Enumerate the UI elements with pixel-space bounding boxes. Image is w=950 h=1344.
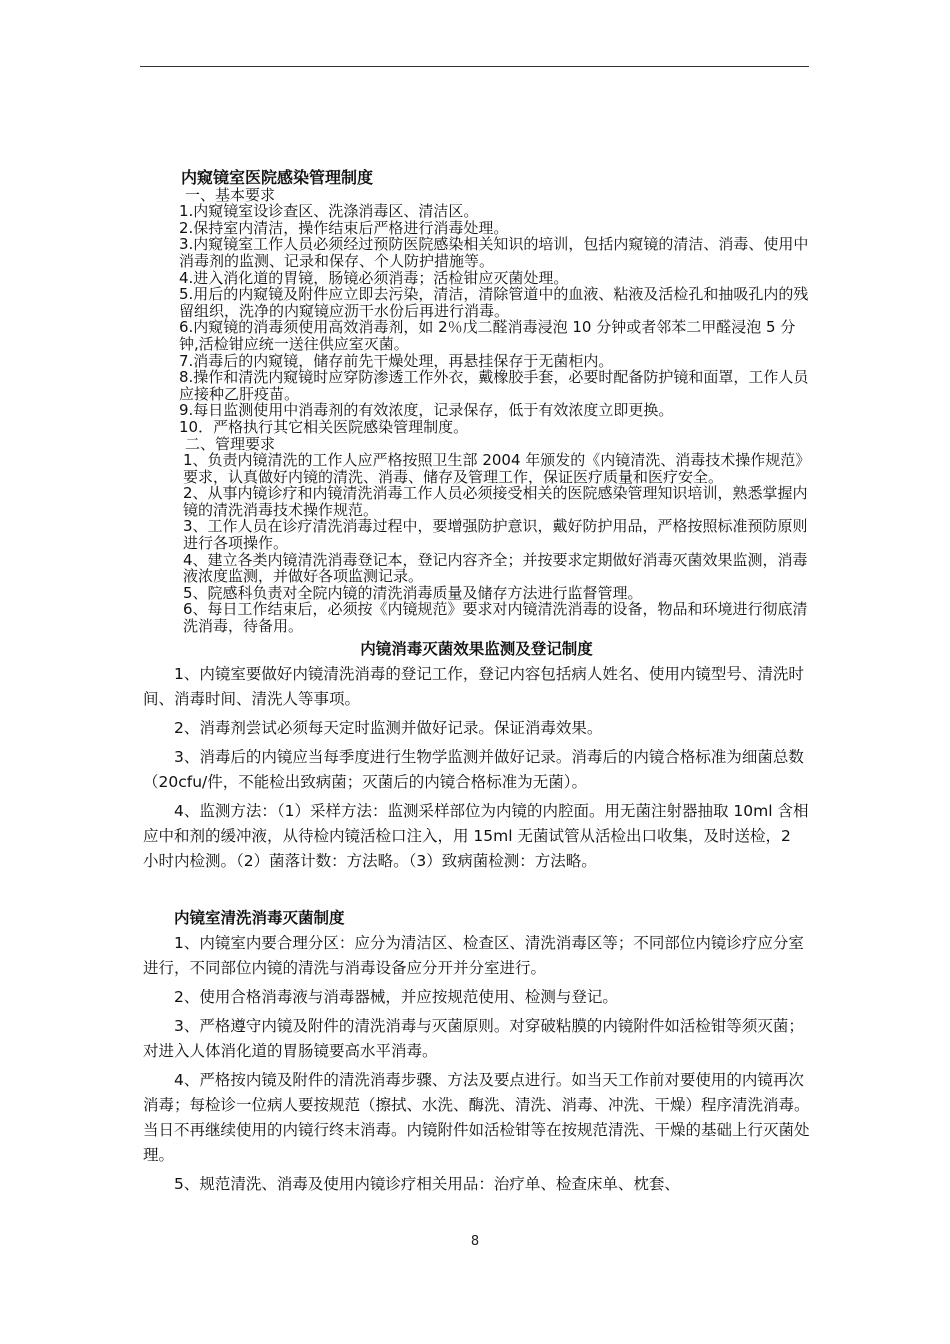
paragraph: 6、每日工作结束后，必须按《内镜规范》要求对内镜清洗消毒的设备，物品和环境进行彻底清洗消毒，待备用。 (183, 600, 808, 636)
subheading-basic-requirements: 一、基本要求 (185, 185, 276, 204)
section-title: 内镜室清洗消毒灭菌制度 (174, 908, 345, 927)
paragraph: 5.用后的内窥镜及附件应立即去污染，清洁，清除管道中的血液、粘液及活检孔和抽吸孔内的残留组织，洗净的内窥镜应沥干水份后再进行消毒。 (179, 285, 809, 320)
section-title: 内镜消毒灭菌效果监测及登记制度 (360, 639, 593, 658)
paragraph: 1.内窥镜室设诊查区、洗涤消毒区、清洁区。 (179, 202, 479, 221)
header-rule (140, 66, 809, 67)
paragraph: 4、严格按内镜及附件的清洗消毒步骤、方法及要点进行。如当天工作前对要使用的内镜再次消毒；每检诊一位病人要按规范（擦拭、水洗、酶洗、清洗、消毒、冲洗、干燥）程序清洗消毒。当日不再继续使用的内镜行终末消毒。内镜附件如活检钳等在按规范清洗、干燥的基础上行灭菌处理。 (143, 1070, 810, 1164)
section-title: 内窥镜室医院感染管理制度 (181, 168, 374, 187)
paragraph: 5、院感科负责对全院内镜的清洗消毒质量及储存方法进行监督管理。 (183, 583, 643, 602)
paragraph: 5、规范清洗、消毒及使用内镜诊疗相关用品：治疗单、检查床单、枕套、 (174, 1174, 680, 1193)
document-body (143, 170, 810, 1201)
paragraph: 4、监测方法：（1）采样方法：监测采样部位为内镜的内腔面。用无菌注射器抽取 10ml 含相应中和剂的缓冲液，从待检内镜活检口注入，用 15ml 无菌试管从活检出口收集，及时送检，2 小时内检测。（2）菌落计数：方法略。（3）致病菌检测：方法略。 (143, 801, 809, 870)
subheading-management-requirements: 二、管理要求 (185, 434, 276, 453)
paragraph: 8.操作和清洗内窥镜时应穿防渗透工作外衣，戴橡胶手套，必要时配备防护镜和面罩，工作人员应接种乙肝疫苗。 (179, 368, 809, 403)
paragraph: 9.每日监测使用中消毒剂的有效浓度，记录保存，低于有效浓度立即更换。 (179, 401, 674, 420)
section-cleaning-disinfection (143, 906, 810, 1197)
paragraph: 10．严格执行其它相关医院感染管理制度。 (179, 417, 469, 436)
paragraph: 4.进入消化道的胃镜，肠镜必须消毒；活检钳应灭菌处理。 (179, 268, 569, 287)
paragraph: 1、内镜室要做好内镜清洗消毒的登记工作，登记内容包括病人姓名、使用内镜型号、清洗时间、消毒时间、清洗人等事项。 (143, 664, 804, 708)
paragraph: 1、负责内镜清洗的工作人应严格按照卫生部 2004 年颁发的《内镜清洗、消毒技术操作规范》要求，认真做好内镜的清洗、消毒、储存及管理工作，保证医疗质量和医疗安全。 (183, 451, 803, 486)
paragraph: 6.内窥镜的消毒须使用高效消毒剂，如 2％戊二醛消毒浸泡 10 分钟或者邻苯二甲醛浸泡 5 分钟,活检钳应统一送往供应室灭菌。 (179, 318, 796, 353)
paragraph: 3、消毒后的内镜应当每季度进行生物学监测并做好记录。消毒后的内镜合格标准为细菌总数（20cfu/件，不能检出致病菌；灭菌后的内镜合格标准为无菌）。 (143, 747, 804, 791)
paragraph: 7.消毒后的内窥镜，储存前先干燥处理，再悬挂保存于无菌柜内。 (179, 351, 614, 370)
paragraph: 2.保持室内清洁，操作结束后严格进行消毒处理。 (179, 218, 509, 237)
paragraph: 4、建立各类内镜清洗消毒登记本，登记内容齐全；并按要求定期做好消毒灭菌效果监测，消毒液浓度监测，并做好各项监测记录。 (183, 550, 808, 586)
paragraph: 2、使用合格消毒液与消毒器械，并应按规范使用、检测与登记。 (174, 987, 618, 1006)
paragraph: 3、工作人员在诊疗清洗消毒过程中，要增强防护意识，戴好防护用品，严格按照标准预防原则进行各项操作。 (183, 517, 808, 553)
paragraph: 1、内镜室内要合理分区：应分为清洁区、检查区、清洗消毒区等；不同部位内镜诊疗应分室进行，不同部位内镜的清洗与消毒设备应分开并分室进行。 (143, 933, 804, 977)
paragraph: 3、严格遵守内镜及附件的清洗消毒与灭菌原则。对穿破粘膜的内镜附件如活检钳等须灭菌；对进入人体消化道的胃肠镜要高水平消毒。 (143, 1016, 804, 1060)
paragraph: 2、从事内镜诊疗和内镜清洗消毒工作人员必须接受相关的医院感染管理知识培训，熟悉掌握内镜的清洗消毒技术操作规范。 (183, 484, 808, 519)
paragraph: 3.内窥镜室工作人员必须经过预防医院感染相关知识的培训，包括内窥镜的清洁、消毒、使用中消毒剂的监测、记录和保存、个人防护措施等。 (179, 235, 809, 270)
page-number: 8 (470, 1234, 480, 1249)
section-endoscopy-infection-management (143, 170, 810, 635)
paragraph: 2、消毒剂尝试必须每天定时监测并做好记录。保证消毒效果。 (174, 718, 603, 737)
section-disinfection-monitoring (143, 637, 810, 874)
